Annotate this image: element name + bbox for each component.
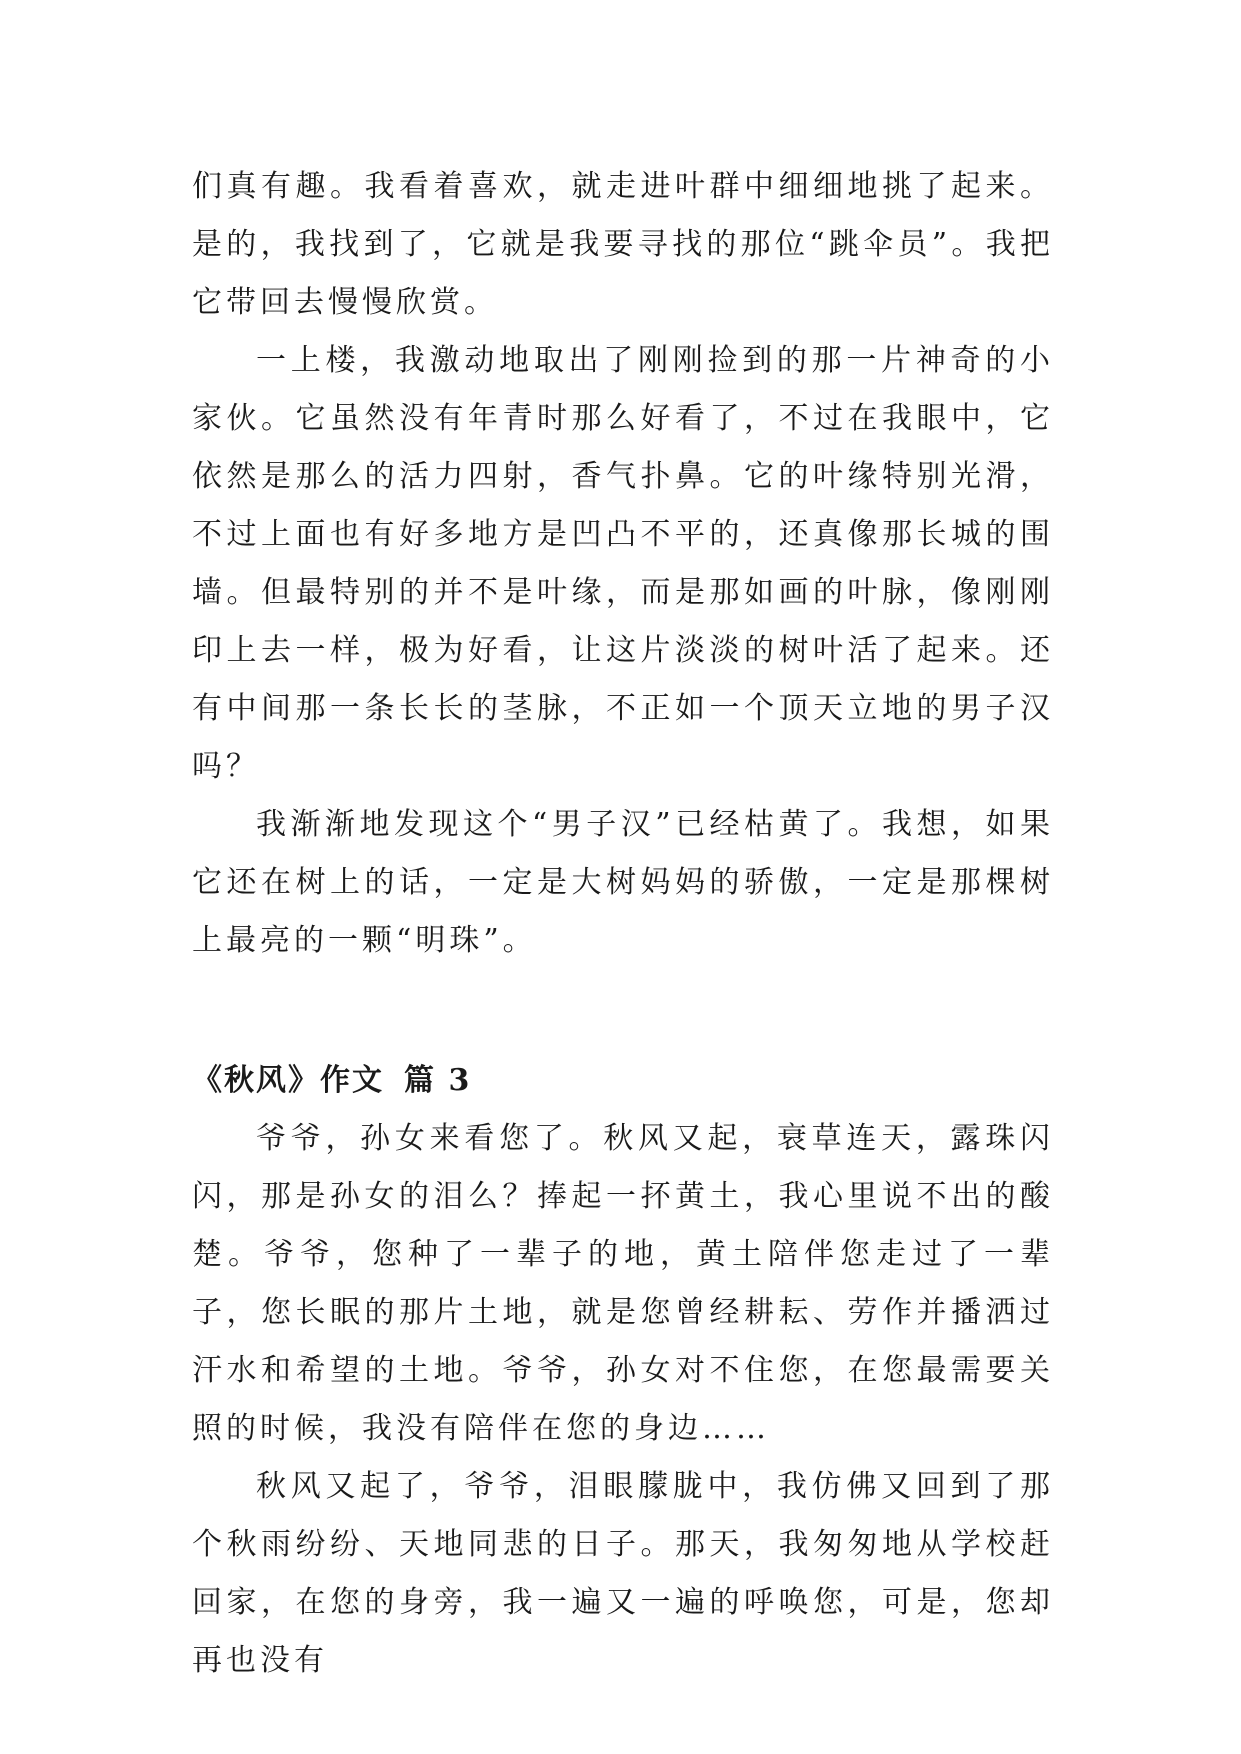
section-heading xyxy=(192,1052,1054,1110)
document-body xyxy=(192,158,1054,1690)
paragraph-leaf-description: 一上楼，我激动地取出了刚刚捡到的那一片神奇的小家伙。它虽然没有年青时那么好看了，不过在我眼中，它依然是那么的活力四射，香气扑鼻。它的叶缘特别光滑，不过上面也有好多地方是凹凸不平的，还真像那长城的围墙。但最特别的并不是叶缘，而是那如画的叶脉，像刚刚印上去一样，极为好看，让这片淡淡的树叶活了起来。还有中间那一条长长的茎脉，不正如一个顶天立地的男子汉吗？ xyxy=(192,343,1054,784)
paragraph-leaf-conclusion: 我渐渐地发现这个“男子汉”已经枯黄了。我想，如果它还在树上的话，一定是大树妈妈的骄傲，一定是那棵树上最亮的一颗“明珠”。 xyxy=(192,807,1054,958)
paragraph-continuation: 们真有趣。我看着喜欢，就走进叶群中细细地挑了起来。是的，我找到了，它就是我要寻找的那位“跳伞员”。我把它带回去慢慢欣赏。 xyxy=(192,169,1054,320)
section-heading-number: 篇 3 xyxy=(404,1063,472,1098)
paragraph-grandpa-memory: 秋风又起了，爷爷，泪眼朦胧中，我仿佛又回到了那个秋雨纷纷、天地同悲的日子。那天，我匆匆地从学校赶回家，在您的身旁，我一遍又一遍的呼唤您，可是，您却再也没有 xyxy=(192,1469,1054,1678)
paragraph-grandpa-intro: 爷爷，孙女来看您了。秋风又起，衰草连天，露珠闪闪，那是孙女的泪么？捧起一抔黄土，我心里说不出的酸楚。爷爷，您种了一辈子的地，黄土陪伴您走过了一辈子，您长眠的那片土地，就是您曾经耕耘、劳作并播洒过汗水和希望的土地。爷爷，孙女对不住您，在您最需要关照的时候，我没有陪伴在您的身边…… xyxy=(192,1121,1054,1446)
section-heading-name: 《秋风》作文 xyxy=(192,1063,384,1098)
